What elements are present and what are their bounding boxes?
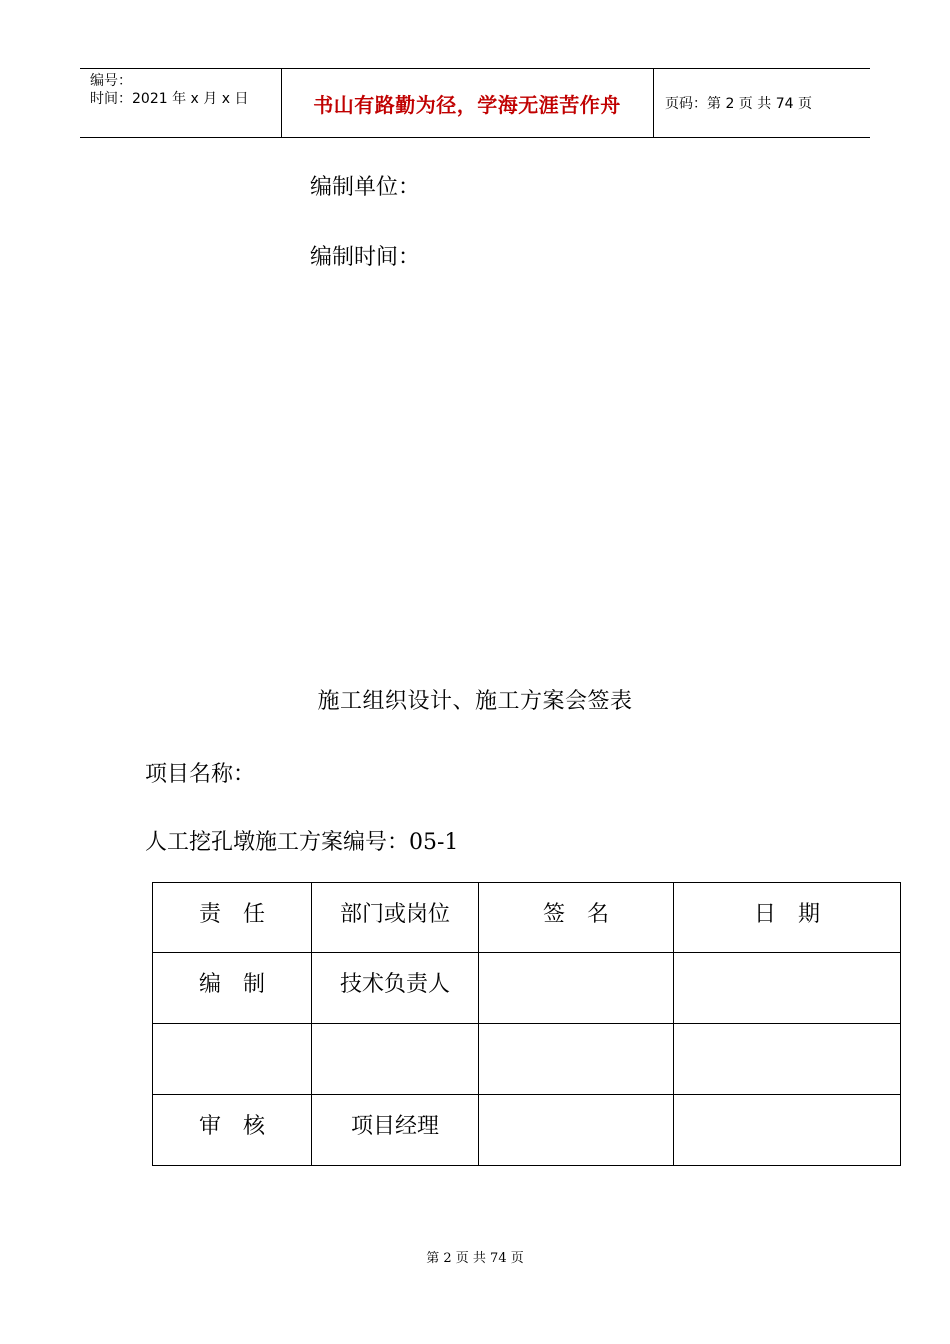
document-number-label: 编号： — [90, 73, 132, 89]
scheme-number-line: 人工挖孔墩施工方案编号：05-1 — [145, 830, 459, 855]
header-page-info: 页码：第 2 页 共 74 页 — [665, 96, 812, 112]
project-name-label: 项目名称： — [145, 762, 256, 787]
header-cell-responsibility: 责 任 — [153, 883, 312, 953]
table-row — [153, 953, 901, 1024]
table-row — [153, 1095, 901, 1166]
header-motto: 书山有路勤为径，学海无涯苦作舟 — [313, 92, 621, 117]
responsibility-cell — [153, 1024, 312, 1095]
responsibility-cell: 编 制 — [153, 953, 312, 1024]
page-footer: 第 2 页 共 74 页 — [426, 1251, 524, 1266]
department-cell — [312, 1024, 479, 1095]
compiling-time-label: 编制时间： — [310, 245, 421, 270]
date-cell[interactable] — [674, 953, 901, 1024]
header-cell-signature: 签 名 — [479, 883, 674, 953]
header-cell-date: 日 期 — [674, 883, 901, 953]
signoff-table — [152, 882, 901, 1166]
date-cell[interactable] — [674, 1024, 901, 1095]
responsibility-cell: 审 核 — [153, 1095, 312, 1166]
header-divider — [653, 69, 654, 137]
document-title: 施工组织设计、施工方案会签表 — [317, 689, 633, 714]
header-cell-department: 部门或岗位 — [312, 883, 479, 953]
signature-cell[interactable] — [479, 1024, 674, 1095]
date-cell[interactable] — [674, 1095, 901, 1166]
table-row — [153, 1024, 901, 1095]
header-meta — [80, 69, 281, 137]
document-time-label: 时间：2021 年 x 月 x 日 — [90, 91, 249, 107]
signature-cell[interactable] — [479, 953, 674, 1024]
department-cell: 技术负责人 — [312, 953, 479, 1024]
page-header — [80, 68, 870, 138]
table-header-row — [153, 883, 901, 953]
department-cell: 项目经理 — [312, 1095, 479, 1166]
signature-cell[interactable] — [479, 1095, 674, 1166]
compiling-unit-label: 编制单位： — [310, 175, 421, 200]
